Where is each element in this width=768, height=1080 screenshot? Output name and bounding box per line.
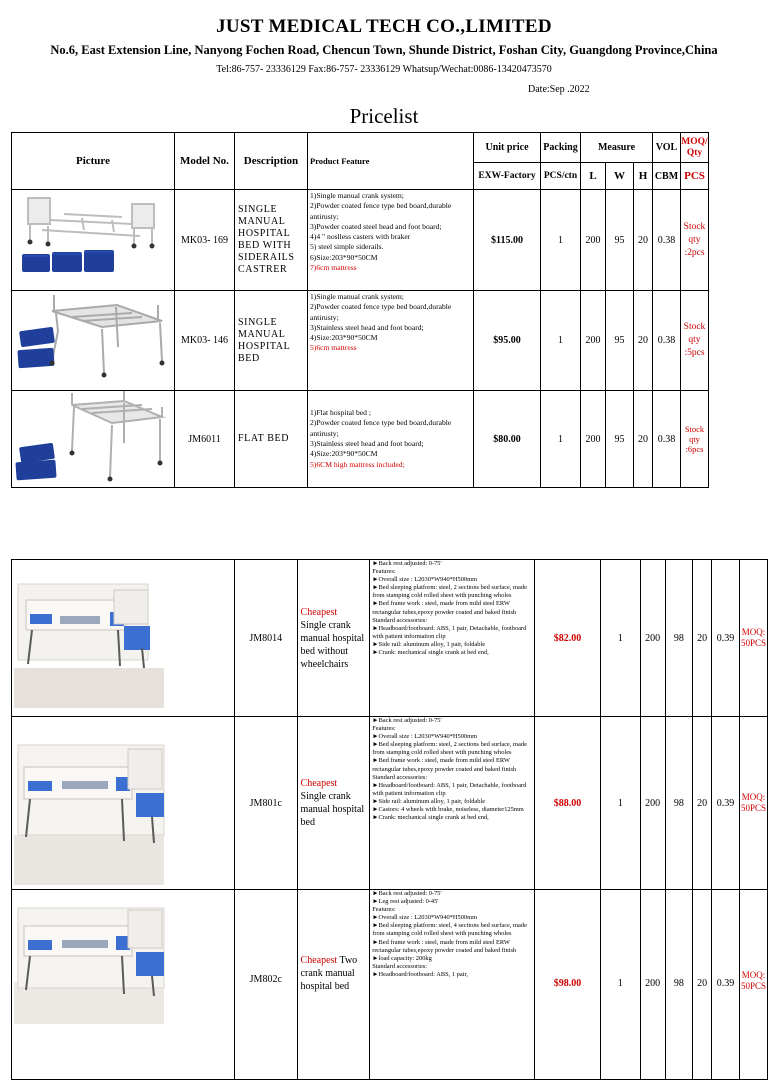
pcs-per-ctn: 1 (541, 190, 581, 291)
table-row (12, 560, 768, 717)
measure-h: 20 (634, 291, 653, 391)
feature-line: Features: (372, 906, 396, 914)
feature-line: ►Headboard/footboard: ABS, 1 pair, Detachable, footboard with patient information clip (372, 624, 527, 640)
cheapest-label: Cheapest (300, 955, 338, 966)
feature-line: Features: (372, 568, 396, 576)
product-image (12, 291, 175, 391)
feature-line-highlight: 5)6CM high mattress included; (310, 459, 405, 469)
product-description: SINGLE MANUAL HOSPITAL BED (235, 291, 308, 391)
company-name: JUST MEDICAL TECH CO.,LIMITED (216, 16, 552, 37)
product-features (308, 190, 474, 291)
feature-line: Standard accessories: (372, 616, 428, 624)
feature-line: 6)Size:203*90*50CM (310, 252, 378, 262)
product-description (297, 890, 370, 1080)
measure-h: 20 (693, 717, 712, 890)
col-header-pcs-ctn: PCS/ctn (541, 163, 581, 190)
measure-h: 20 (693, 560, 712, 717)
flat-bed-image (12, 391, 174, 487)
feature-line: ►Headboard/footboard: ABS, 1 pair, Detachable, footboard with patient information clip (372, 781, 527, 797)
description-text: Single crank manual hospital bed without wheelchairs (300, 619, 365, 670)
feature-line: ►Side rail: aluminum alloy, 1 pair, foldable (372, 797, 486, 805)
feature-line: ►load capacity: 200kg (372, 954, 432, 962)
measure-l: 200 (640, 560, 665, 717)
product-image (12, 190, 175, 291)
feature-line: ►Bed sleeping platform: steel, 2 sections bed surface, made from stamping cold rolled sheet with punching wholes (372, 741, 527, 757)
pcs-per-ctn: 1 (601, 717, 640, 890)
moq-qty: MOQ: 50PCS (739, 890, 767, 1080)
feature-line: ►Back rest adjusted: 0-75' (372, 717, 442, 724)
col-header-pcs: PCS (681, 163, 709, 190)
feature-line: 4)Size:203*90*50CM (310, 333, 378, 343)
measure-l: 200 (581, 391, 606, 488)
document-date: Date:Sep .2022 (528, 84, 590, 95)
product-image (12, 391, 175, 488)
feature-line: ►Crank: mechanical single crank at bed end, (372, 649, 489, 657)
table-row (12, 291, 709, 391)
feature-line: ►Bed frame work : steel, made from mild steel ERW rectangular tubes,epoxy powder coated and baked finish (372, 600, 517, 616)
feature-line: ►Bed sleeping platform: steel, 4 sections bed surface, made from stamping cold rolled sheet with punching wholes (372, 922, 527, 938)
model-no: MK03- 146 (175, 291, 235, 391)
col-header-description: Description (235, 133, 308, 190)
cheapest-label: Cheapest (300, 778, 338, 789)
volume-cbm: 0.39 (712, 717, 740, 890)
feature-line: 2)Powder coated fence type bed board,durable antirusty; (310, 418, 452, 438)
col-header-h: H (634, 163, 653, 190)
volume-cbm: 0.38 (653, 190, 681, 291)
feature-line: 4)4 " noslless casters with braker (310, 232, 411, 242)
pcs-per-ctn: 1 (541, 391, 581, 488)
col-header-l: L (581, 163, 606, 190)
unit-price: $80.00 (474, 391, 541, 488)
document-title: Pricelist (349, 104, 419, 128)
table-row (12, 391, 709, 488)
feature-line: ►Overall size : L2030*W940*H500mm (372, 733, 478, 741)
product-image (12, 890, 235, 1080)
col-header-unit-price: Unit price (474, 133, 541, 163)
model-no: MK03- 169 (175, 190, 235, 291)
model-no: JM6011 (175, 391, 235, 488)
feature-line: ►Overall size : L2030*W940*H500mm (372, 914, 478, 922)
measure-h: 20 (693, 890, 712, 1080)
product-description (297, 560, 370, 717)
model-no: JM801c (235, 717, 298, 890)
feature-line-highlight: 7)6cm mattress (310, 263, 357, 273)
product-features (308, 291, 474, 391)
feature-line: ►Headboard/footboard: ABS, 1 pair, (372, 970, 468, 978)
bed-with-mattress-image (12, 291, 174, 390)
moq-qty: MOQ: 50PCS (739, 717, 767, 890)
col-header-cbm: CBM (653, 163, 681, 190)
pcs-per-ctn: 1 (601, 560, 640, 717)
feature-line: ►Bed frame work : steel, made from mild steel ERW rectangular tubes,epoxy powder coated and baked finish (372, 757, 517, 773)
measure-w: 98 (665, 717, 693, 890)
product-features (370, 717, 535, 890)
feature-line: 2)Powder coated fence type bed board,durable antirusty; (310, 302, 452, 322)
description-text: Two crank manual hospital bed (300, 955, 358, 992)
product-description (297, 717, 370, 890)
volume-cbm: 0.38 (653, 391, 681, 488)
model-no: JM802c (235, 890, 298, 1080)
unit-price: $88.00 (534, 717, 600, 890)
feature-line-highlight: 5)6cm mattress (310, 343, 357, 353)
volume-cbm: 0.39 (712, 890, 740, 1080)
unit-price: $115.00 (474, 190, 541, 291)
col-header-exw: EXW-Factory (474, 163, 541, 190)
measure-h: 20 (634, 190, 653, 291)
volume-cbm: 0.38 (653, 291, 681, 391)
cheapest-label: Cheapest (300, 606, 338, 618)
product-features (370, 890, 535, 1080)
feature-line: ►Leg rest adjusted: 0-45' (372, 898, 439, 906)
product-description: SINGLE MANUAL HOSPITAL BED WITH SIDERAILS CASTRER (235, 190, 308, 291)
pricelist-table-bottom (11, 559, 768, 1080)
feature-line: ►Bed sleeping platform: steel, 2 sections bed surface, made from stamping cold rolled sheet with punching wholes (372, 584, 527, 600)
measure-w: 95 (606, 391, 634, 488)
feature-line: 3)Stainless steel head and foot board; (310, 322, 424, 332)
feature-line: ►Back rest adjusted: 0-75' (372, 890, 442, 897)
moq-qty: Stock qty :6pcs (681, 391, 709, 488)
product-description: FLAT BED (235, 391, 308, 488)
company-address: No.6, East Extension Line, Nanyong Fochen Road, Chencun Town, Shunde District, Foshan City, Guangdong Province,China (50, 43, 718, 57)
company-contact: Tel:86-757- 23336129 Fax:86-757- 23336129 Whatsup/Wechat:0086-13420473570 (216, 64, 552, 75)
feature-line: Features: (372, 725, 396, 733)
measure-w: 98 (665, 890, 693, 1080)
feature-line: 3)Stainless steel head and foot board; (310, 439, 424, 448)
pricelist-table-top (11, 132, 709, 488)
measure-w: 95 (606, 190, 634, 291)
feature-line: 3)Powder coated steel head and foot board; (310, 221, 442, 231)
col-header-vol: VOL (653, 133, 681, 163)
feature-line: Standard accessories: (372, 773, 428, 781)
table-row (12, 190, 709, 291)
feature-line: 4)Size:203*90*50CM (310, 449, 378, 459)
col-header-feature: Product Feature (308, 133, 474, 190)
bed-with-mattress-image (12, 190, 174, 290)
volume-cbm: 0.39 (712, 560, 740, 717)
unit-price: $98.00 (534, 890, 600, 1080)
measure-w: 98 (665, 560, 693, 717)
description-text: Single crank manual hospital bed (300, 791, 365, 828)
moq-qty: MOQ: 50PCS (739, 560, 767, 717)
feature-line: ►Crank: mechanical single crank at bed end, (372, 814, 489, 822)
measure-w: 95 (606, 291, 634, 391)
hospital-bed-photo (12, 560, 234, 716)
product-features (308, 391, 474, 488)
feature-line: 2)Powder coated fence type bed board,durable antirusty; (310, 201, 452, 221)
measure-h: 20 (634, 391, 653, 488)
feature-line: ►Overall size : L2030*W940*H500mm (372, 576, 478, 584)
col-header-picture: Picture (12, 133, 175, 190)
feature-line: ►Back rest adjusted: 0-75' (372, 560, 442, 567)
hospital-bed-photo (12, 717, 234, 889)
moq-qty: Stock qty :2pcs (681, 190, 709, 291)
feature-line: ►Bed frame work : steel, made from mild steel ERW rectangular tubes,epoxy powder coated and baked finish (372, 938, 517, 954)
feature-line: 1)Flat hospital bed ; (310, 408, 371, 418)
product-features (370, 560, 535, 717)
table-row (12, 717, 768, 890)
feature-line: 5) steel simple siderails. (310, 242, 384, 252)
unit-price: $95.00 (474, 291, 541, 391)
feature-line: 1)Single manual crank system; (310, 191, 404, 200)
model-no: JM8014 (235, 560, 298, 717)
table-row (12, 890, 768, 1080)
feature-line: 1)Single manual crank system; (310, 292, 404, 301)
feature-line: ►Castors: 4 wheels with brake, noiseless, diameter125mm (372, 806, 524, 814)
feature-line: Standard accessories: (372, 962, 428, 970)
measure-l: 200 (581, 190, 606, 291)
feature-line: ►Side rail: aluminum alloy, 1 pair, foldable (372, 640, 486, 648)
product-image (12, 717, 235, 890)
unit-price: $82.00 (534, 560, 600, 717)
col-header-measure: Measure (581, 133, 653, 163)
measure-l: 200 (581, 291, 606, 391)
pcs-per-ctn: 1 (601, 890, 640, 1080)
hospital-bed-photo (12, 890, 234, 1026)
col-header-model: Model No. (175, 133, 235, 190)
product-image (12, 560, 235, 717)
measure-l: 200 (640, 890, 665, 1080)
col-header-w: W (606, 163, 634, 190)
moq-qty: Stock qty :5pcs (681, 291, 709, 391)
description-line (301, 954, 370, 993)
col-header-packing: Packing (541, 133, 581, 163)
measure-l: 200 (640, 717, 665, 890)
col-header-moq: MOQ/ Qty (681, 133, 709, 163)
pcs-per-ctn: 1 (541, 291, 581, 391)
